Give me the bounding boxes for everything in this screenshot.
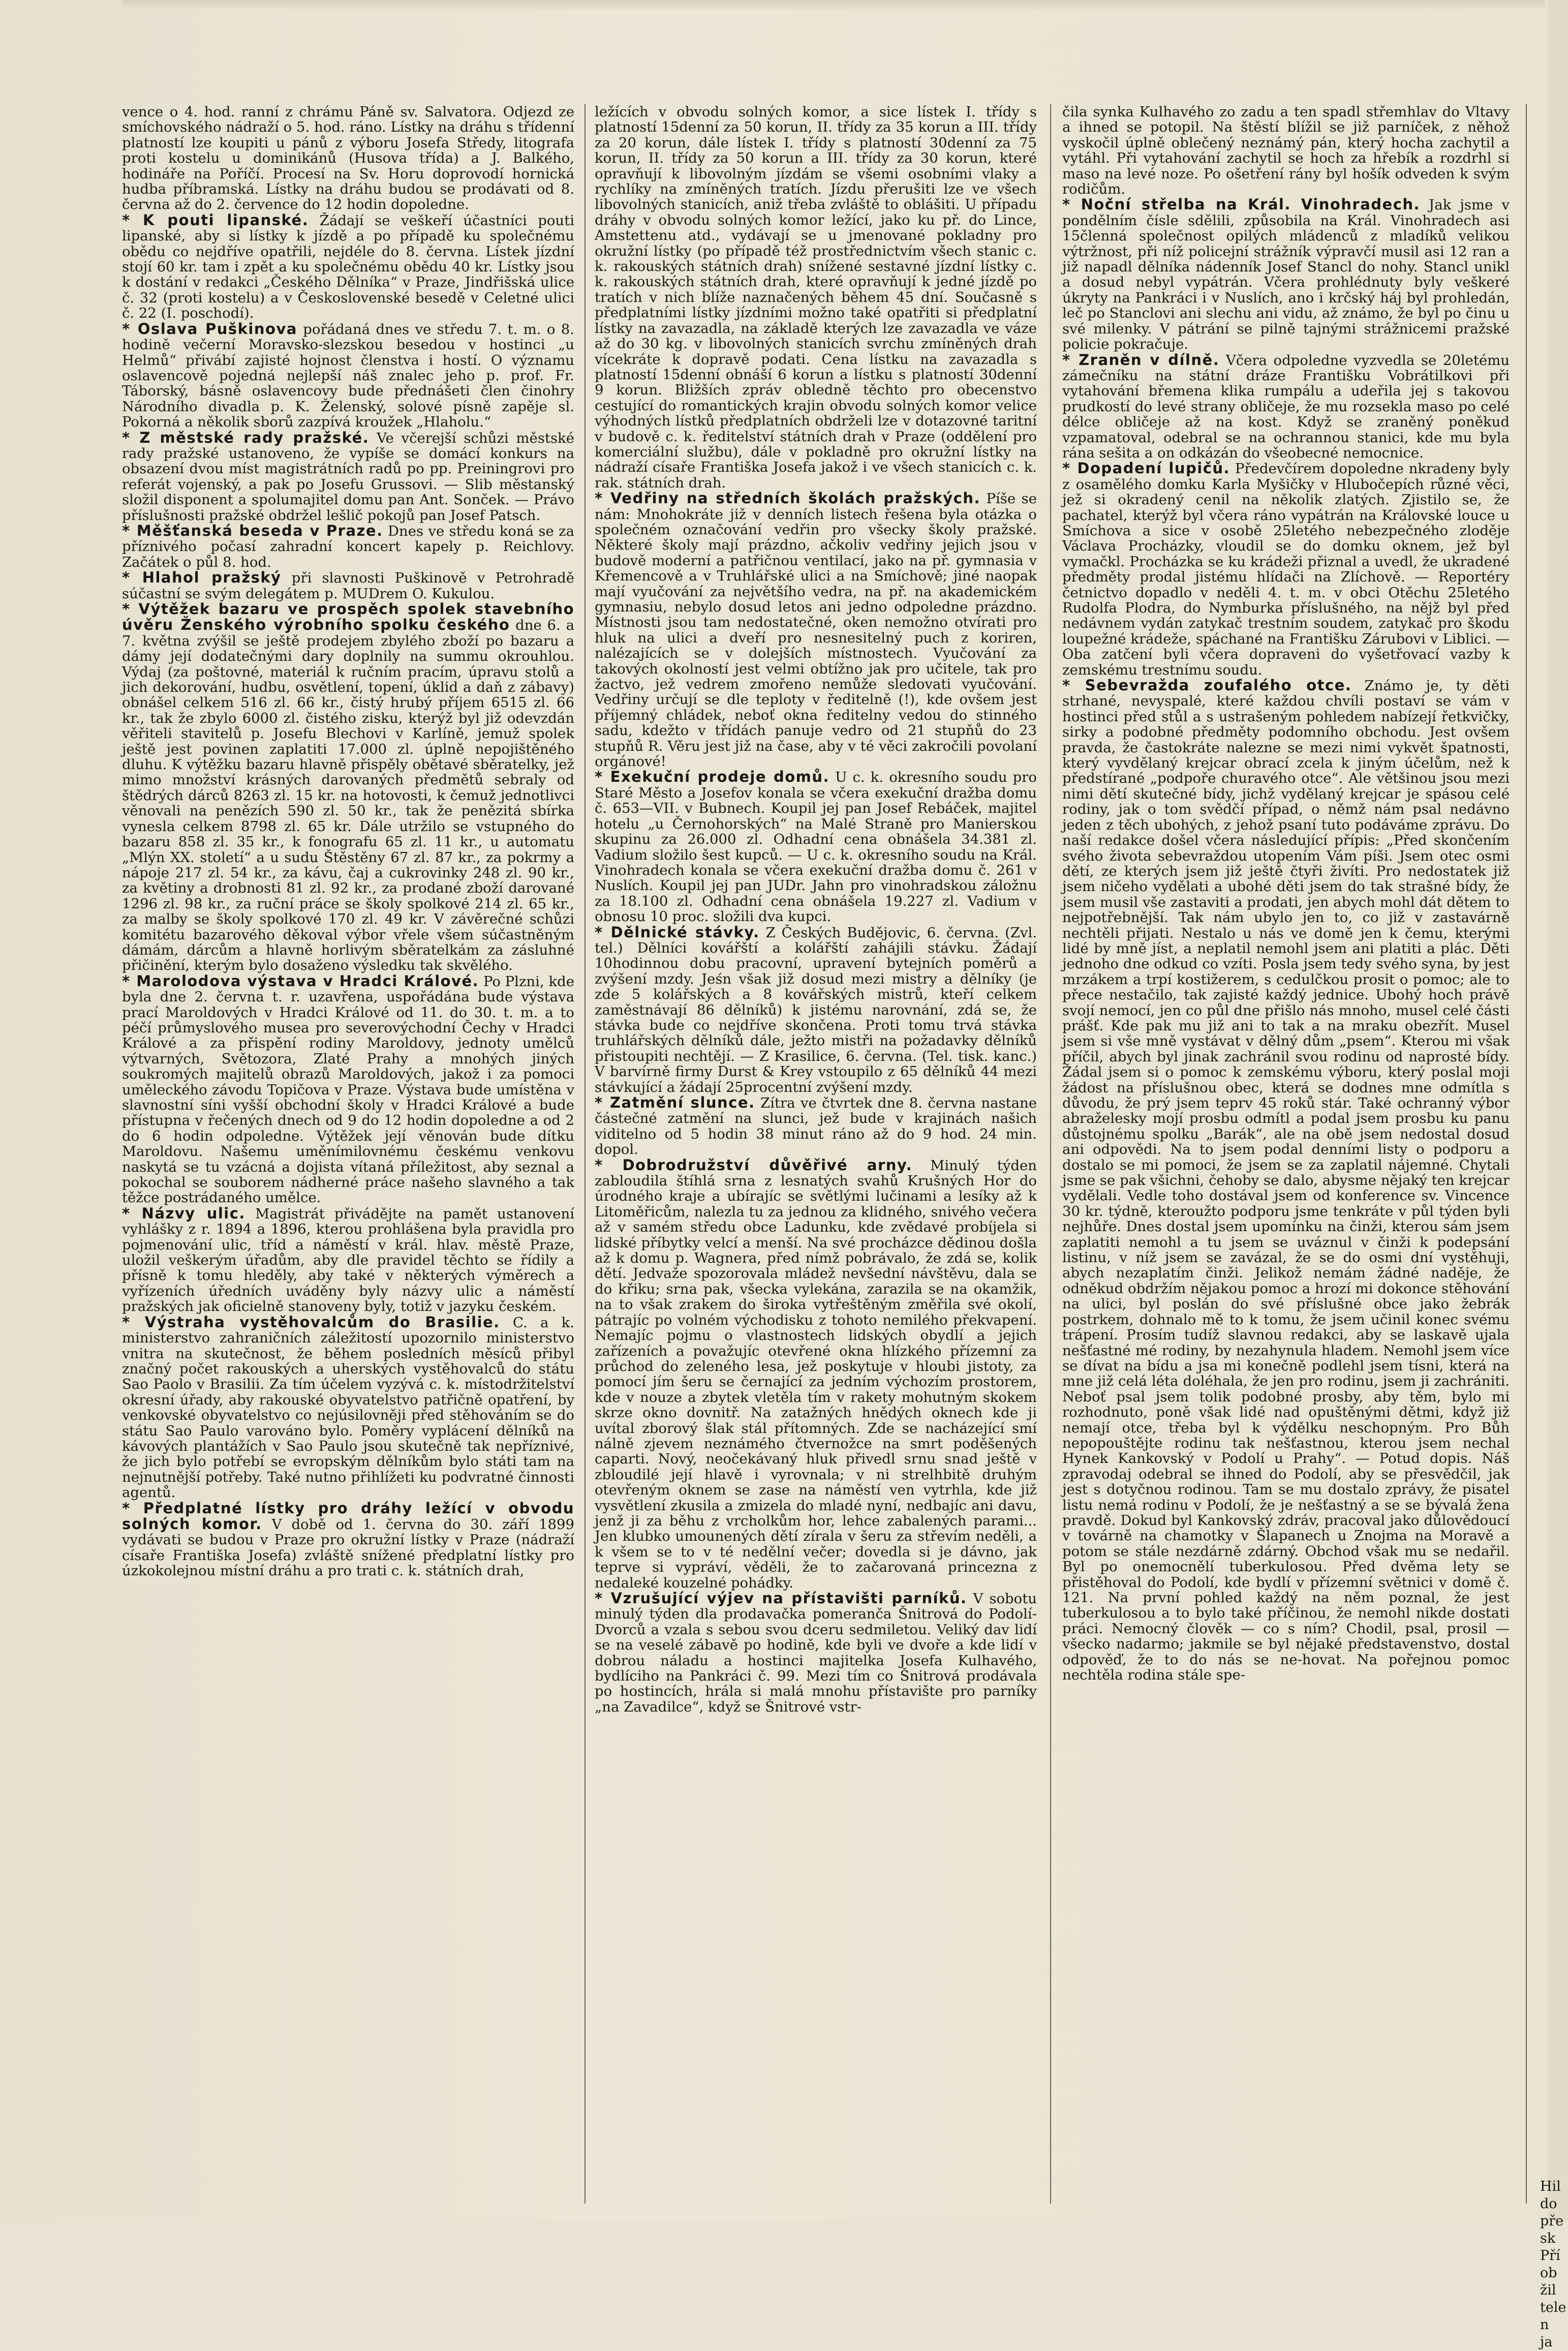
clipped-line: [1540, 450, 1568, 467]
article-body: Píše se nám: Mnohokráte již v denních listech řešena byla otázka o společném označování vedřin pro všecky školy pražské. Některé školy mají prázdno, ačkoliv vedřiny jejich jsou v budově moderní a patřičnou ventilací, jako na př. gymnasia v Křemencově a v Truhlářské ulici a na Smíchově; jiné naopak mají vyučování za největšího vedra, na př. na akademickém gymnasiu, nebylo dosud letos ani jedno odpoledne prázdno. Místnosti jsou tam nedostatečné, oken nemožno otvírati pro hluk na ulici a dveří pro nesnesitelný puch z koriren, nalézajících se v dolejších místnostech. Vyučování za takových okolností jest velmi obtížno jak pro učitele, tak pro žactvo, jež vedrem zmořeno nemůže sledovati vyučování. Vedřiny určují se dle teploty v ředitelně (!), kde ovšem jest příjemný chládek, neboť okna ředitelny vedou do stinného sadu, kdežto v třídách panuje vedro od 21 stupňů do 23 stupňů R. Věru jest již na čase, aby v té věci zakročili povolaní orgánové!: [595, 491, 1037, 770]
clipped-line: ob: [1540, 2265, 1557, 2281]
clipped-line: [1540, 1642, 1568, 1660]
news-article: [122, 570, 574, 601]
news-article: [1062, 197, 1510, 352]
clipped-line: [1540, 1815, 1568, 1833]
clipped-line: žil: [1540, 2282, 1556, 2298]
article-body: Dnes ve středu koná se za příznivého počasí zahradní koncert kapely p. Reichlovy. Začátek o půl 8. hod.: [122, 523, 574, 570]
clipped-line: [1540, 1660, 1568, 1677]
clipped-line: pře: [1540, 2213, 1564, 2229]
clipped-line: [1540, 277, 1568, 294]
clipped-line: [1540, 2074, 1568, 2092]
clipped-line: [1540, 1971, 1568, 1988]
article-heading: * Měšťanská beseda v Praze.: [122, 522, 383, 539]
clipped-line: [1540, 1988, 1568, 2005]
clipped-line: [1540, 968, 1568, 986]
column-rule: [1050, 104, 1051, 2204]
clipped-line: [1540, 1625, 1568, 1642]
article-heading: * Marolodova výstava v Hradci Králové.: [122, 972, 479, 990]
article-body: Magistrát přivádějte na pamět ustanovení vyhlášky z r. 1894 a 1896, kterou prohlášena byla pravidla pro pojmenování ulic, tříd a náměstí v král. hlav. městě Praze, uložil veškerým úřadům, aby dle pravidel těchto se řídily a přísně k tomu hleděly, aby také v některých výměrech a vyřízeních úředních uváděny byly názvy ulic a náměstí pražských jak oficielně stanoveny byly, totiž v jazyku českém.: [122, 1205, 574, 1315]
clipped-line: [1540, 1383, 1568, 1400]
text-column-2: [595, 104, 1037, 2204]
article-continuation: [595, 104, 1037, 491]
column-rule: [585, 104, 586, 2204]
news-article: [595, 1591, 1037, 1715]
clipped-line: [1540, 1279, 1568, 1297]
clipped-line: [1540, 2057, 1568, 2074]
clipped-line: [1540, 1331, 1568, 1349]
clipped-line: do: [1540, 2196, 1557, 2212]
article-body: čila synka Kulhavého zo zadu a ten spadl střemhlav do Vltavy a ihned se potopil. Na štěstí blížil se již parníček, z něhož vyskočil úplně oblečený neznámý pán, který hocha zachytil a vytáhl. Při vytahování zachytil se hoch za hřebík a rozdrhl si maso na levé noze. Po ošetření rány byl hošík odveden k svým rodičům.: [1062, 104, 1510, 198]
clipped-line: [1540, 363, 1568, 381]
clipped-line: sk: [1540, 2231, 1556, 2246]
article-heading: * Z městské rady pražské.: [122, 429, 370, 446]
clipped-line: [1540, 917, 1568, 934]
clipped-line: [1540, 1193, 1568, 1210]
clipped-line: [1540, 1158, 1568, 1176]
clipped-line: [1540, 2161, 1568, 2178]
news-article: [122, 1206, 574, 1315]
clipped-line: [1540, 1712, 1568, 1729]
news-article: [122, 212, 574, 321]
clipped-line: [1540, 156, 1568, 173]
article-heading: * Vedřiny na středních školách pražských.: [595, 490, 981, 507]
clipped-line: [1540, 623, 1568, 640]
clipped-line: [1540, 2023, 1568, 2040]
clipped-line: [1540, 484, 1568, 502]
news-article: [595, 491, 1037, 769]
clipped-line: [1540, 675, 1568, 692]
clipped-line: [1540, 2040, 1568, 2057]
news-article: [1062, 461, 1510, 678]
clipped-line: [1540, 433, 1568, 450]
article-body: Známo je, ty děti strhané, nevyspalé, které každou chvíli postaví se vám v hostinci před stůl a s ustrašeným pohledem nabízejí řetkvičky, sirky a podobné předměty podomního obchodu. Jest ovšem pravda, že častokráte nalezne se mezi nimi vykvět špatnosti, který vyvdělaný krejcar obrací zcela k jiným účelům, než k předstírané „podpoře churavého otce“. Ale většinou jsou mezi nimi dětí skutečné bídy, jichž vydělaný krejcar je spásou celé rodiny, jak o tom svědčí případ, o němž nám psal nedávno jeden z těch ubohých, z jehož psaní tuto podáváme zprávu. Do naší redakce došel včera následující přípis: „Před skončením svého života sebevraždou utopením Vám píši. Jsem otec osmi dětí, ze kterých jsem již ještě čtyři živíti. Pro nedostatek již jsem ničeho vydělati a ubohé děti jsem do tak strašné bídy, že jsem musil vše zastaviti a prodati, jen abych mohl dát dětem to nejpotřebnější. Tak nám ubylo jen to, co již v zastavárně nechtěli přijati. Nestalo u nás ve domě jen k čemu, kterými lidé by mně jíst, a neplatil nemohl jsem ani platiti a plác. Děti jednoho dne odkud co vzíti. Posla jsem tedy svého syna, by jest mrzákem a trpí kostižerem, s cedulčkou prosit o pomoc; ale to přece nestačilo, tak zajisté každý jednice. Ubohý hoch právě svojí nemocí, jen co půl dne přišlo nás mnoho, musel celé části prášť. Kde pak mu již ani to tak a na mraku obezřít. Musel jsem si vše mně vystávat v dělný dům „psem“. Kterou mi však příčil, abych byl jinak zachránil svou rodinu od naprosté bídy. Žádal jsem si o pomoc k zemskému výboru, který poslal moji žádost na příslušnou obec, která se dodnes mne odmítla s důvodu, že prý jsem teprv 45 roků stár. Také ochranný výbor abraželesky mojí prosbu odmítl a podal jsem prosbu ku panu důstojnému spolku „Barák“, ale na obě jsem nedostal dosud ani odpovědi. Na to jsem podal denními listy o podporu a dostalo se mi pomoci, že jsem se za zaplatil nájemné. Chytali jsme se pak všichni, čehoby se dalo, abysme nějaký ten krejcar vydělali. Vedle toho dostával jsem od konference sv. Vincence 30 kr. týdně, kteroužto podporu jsme tenkráte v půl týden byli nejhůře. Dnes dostal jsem upomínku na činži, kterou sám jsem zaplatiti nemohl a tu jsem se uváznul v činži k podepsání listinu, v níž jsem se zavázal, že se do osmi dní vystěhuji, abych nezaplatím činži. Jelikož nemám žádné naděje, že odněkud obdržím nějakou pomoc a hrozí mi dokonce stěhování na ulici, byl poslán do své příslušné obce jako žebrák postrkem, dohnalo mě to k tomu, že jsem učinil konec svému trápení. Prosím tudíž slavnou redakci, aby se laskavě ujala nešťastné mé rodiny, by nezahynula hladem. Nemohl jsem více se dívat na bídu a jsa mi konečně podlehl jsem tísni, která na mne již celá léta doléhala, že jen pro rodinu, jsem ji zachrániti. Neboť psal jsem tolik podobné prosby, aby těm, bylo mi rozhodnuto, poně však lidé nad opuštěnými dětmi, když již nemají otce, třeba byl k výdělku neschopným. Pro Bůh nepopouštějte rodinu tak nešťastnou, kterou jsem nechal Hynek Kankovský v Podolí u Prahy“. — Potud dopis. Náš zpravodaj odebral se ihned do Podolí, aby se přesvědčil, jak jest s dotyčnou rodinou. Tam se mu dostalo zprávy, že pisatel listu nemá rodinu v Podolí, že je nešťastný a se se bývalá žena pravdě. Dokud byl Kankovský zdráv, pracoval jako důlovědoucí v továrně na chamotky v Šlapanech u Znojma na Moravě a potom se stále nezdárně zdárný. Obchod však mu se nedařil. Byl po onemocnělí tuberkulosou. Před dvěma lety se přistěhoval do Podolí, kde bydlí v přízemní světnici v domě č. 121. Na první pohled každý na něm poznal, že jest tuberkulosou a to bylo také příčinou, že nemohl nikde dostati práci. Nemocný člověk — co s ním? Chodil, psal, prosil — všecko nadarmo; jakmile se byl nějaké představenstvo, dostal odpověď, že to do nás se ne-hovat. Na pořejnou pomoc nechtěla rodina stále spe-: [1062, 678, 1510, 1684]
clipped-line: [1540, 1037, 1568, 1055]
article-body: C. a k. ministerstvo zahraničních záležitostí upozornilo ministerstvo vnitra na skutečnost, že během posledních měsíců přibyl značný počet rakouských a uherských vystěhovalců do státu Sao Paolo v Brasilii. Za tím účelem vyzývá c. k. místodržitelství okresní úřady, aby rakouské obyvatelstvo patřičně opatření, by venkovské obyvatelstvo co nejúsilovněji před stěhováním se do státu Sao Paulo varováno bylo. Poměry vyplácení dělníků na kávových plantážích v Sao Paulo jsou skutečně tak nepříznivé, že jich bylo potřebí se evropským dělníkům bylo státi tam na nejnutnější potřeby. Také nutno přihlížeti ku podvratné činnosti agentů.: [122, 1314, 575, 1501]
clipped-line: [1540, 1919, 1568, 1936]
clipped-line: [1540, 1141, 1568, 1158]
article-heading: * K pouti lipanské.: [122, 211, 309, 229]
clipped-line: [1540, 346, 1568, 363]
clipped-line: [1540, 312, 1568, 329]
clipped-line: [1540, 2092, 1568, 2109]
news-article: [122, 601, 574, 973]
clipped-line: [1540, 1089, 1568, 1107]
clipped-line: [1540, 467, 1568, 484]
news-article: [1062, 678, 1510, 1683]
clipped-line: [1540, 1781, 1568, 1798]
clipped-line: [1540, 934, 1568, 951]
article-heading: * Sebevražda zoufalého otce.: [1062, 677, 1352, 694]
clipped-line: [1540, 1366, 1568, 1383]
article-body: Ve včerejší schůzi městské rady pražské ustanoveno, že vypíše se domácí konkurs na obsazení dvou míst magistrátních radů po pp. Preiningrovi pro referát vojenský, a pak po Josefu Grussovi. — Slib městanský složil disponent a spolumajitel domu pan Ant. Sonček. — Právo příslušnosti pražské obdržel lešlič pokojů pan Josef Patsch.: [122, 430, 574, 524]
article-body: V době od 1. června do 30. září 1899 vydávati se budou v Praze pro okružní lístky v Praze (nádraží císaře Františka Josefa) zvláště snížené předplatní lístky pro úzkokolejnou místní dráhu a pro trati c. k. státních drah,: [122, 1516, 574, 1579]
article-heading: * Exekuční prodeje domů.: [595, 768, 830, 786]
news-article: [122, 1501, 574, 1579]
news-article: [122, 321, 574, 430]
clipped-line: [1540, 554, 1568, 571]
article-heading: * Dělnické stávky.: [595, 923, 760, 941]
clipped-line: [1540, 1349, 1568, 1366]
clipped-line: [1540, 1245, 1568, 1262]
clipped-line: tele: [1540, 2300, 1566, 2315]
clipped-line: [1540, 381, 1568, 398]
article-heading: * Výstraha vystěhovalcům do Brasilie.: [122, 1313, 500, 1331]
clipped-line: [1540, 1884, 1568, 1902]
article-heading: * Dopadení lupičů.: [1062, 460, 1231, 477]
clipped-line: [1540, 1228, 1568, 1245]
clipped-line: [1540, 571, 1568, 588]
article-heading: * Hlahol pražský: [122, 569, 282, 587]
article-heading: * Oslava Puškinova: [122, 320, 297, 338]
clipped-line: [1540, 1850, 1568, 1867]
clipped-line: [1540, 657, 1568, 675]
clipped-line: [1540, 882, 1568, 899]
news-article: [595, 925, 1037, 1095]
article-body: Zítra ve čtvrtek dne 8. června nastane částečné zatmění na slunci, jež bude v krajinách našich viditelno od 5 hodin 38 minut ráno až do 9 hod. 24 min. dopol.: [595, 1095, 1037, 1158]
clipped-line: [1540, 865, 1568, 882]
clipped-line: [1540, 1902, 1568, 1919]
text-column-3: [1062, 104, 1510, 2204]
clipped-line: [1540, 1608, 1568, 1625]
clipped-line: [1540, 208, 1568, 225]
article-heading: * Dobrodružství důvěřivé arny.: [595, 1156, 913, 1174]
clipped-line: [1540, 847, 1568, 865]
clipped-line: [1540, 1470, 1568, 1487]
clipped-line: [1540, 778, 1568, 796]
clipped-line: [1540, 1867, 1568, 1884]
news-article: [122, 430, 574, 523]
clipped-line: [1540, 1210, 1568, 1228]
clipped-line: [1540, 415, 1568, 433]
clipped-line: [1540, 1487, 1568, 1504]
clipped-line: [1540, 1763, 1568, 1781]
article-heading: * Zatmění slunce.: [595, 1094, 755, 1111]
clipped-line: [1540, 986, 1568, 1003]
clipped-line: [1540, 1020, 1568, 1037]
clipped-line: [1540, 830, 1568, 847]
clipped-line: [1540, 1418, 1568, 1435]
news-article: [1062, 352, 1510, 461]
clipped-line: [1540, 1694, 1568, 1712]
clipped-line: [1540, 1055, 1568, 1072]
article-heading: * Předplatné lístky pro dráhy ležící v obvodu solných komor.: [122, 1499, 574, 1533]
news-article: [122, 973, 574, 1206]
clipped-line: [1540, 2126, 1568, 2144]
clipped-line: Hil: [1540, 2179, 1561, 2194]
article-body: vence o 4. hod. ranní z chrámu Páně sv. Salvatora. Odjezd ze smíchovského nádraží o 5. hod. ráno. Lístky na dráhu s třídenní platností lze koupiti u pánů z výboru Josefa Středy, litografa proti kostelu u dominikánů (Husova třída) a J. Balkého, hodináře na Poříčí. Procesí na Sv. Horu doprovodí hornická hudba příbramská. Lístky na dráhu budou se prodávati od 8. června až do 2. července do 12 hodin dopoledne.: [122, 104, 574, 213]
clipped-line: [1540, 502, 1568, 519]
article-heading: * Noční střelba na Král. Vinohradech.: [1062, 196, 1421, 213]
article-heading: * Názvy ulic.: [122, 1204, 245, 1222]
clipped-line: [1540, 1539, 1568, 1556]
clipped-line: [1540, 398, 1568, 415]
clipped-line: [1540, 104, 1568, 121]
clipped-line: [1540, 899, 1568, 917]
clipped-line: [1540, 294, 1568, 312]
clipped-line: [1540, 191, 1568, 208]
article-heading: * Zraněn v dílně.: [1062, 351, 1220, 369]
article-body: ležících v obvodu solných komor, a sice lístek I. třídy s platností 15denní za 50 korun, II. třídy za 35 korun a III. třídy za 20 korun, dále lístek I. třídy s platností 30denní za 75 korun, II. třídy za 50 korun a III. třídy za 30 korun, které opravňují k libovolným jízdám se všemi osobními vlaky a rychlíky na zmíněných tratích. Jízdu přerušiti lze ve všech libovolných stanicích, aniž třeba zvláště to oblášiti. U případu dráhy v obvodu solných komor ležící, jako ku př. do Lince, Amstettenu atd., vydávají se u jmenované pokladny pro okružní lístky (po případě též prostřednictvím všech stanic c. k. rakouských státních drah) snížené sestavné jízdní lístky c. k. rakouských státních drah, které opravňují k jedné jízdě po tratích v nich blíže naznačených během 45 dní. Současně s předplatními lístky jízdními možno také opatřiti si předplatní lístky na zavazadla, na základě kterých lze zavazadla ve váze až do 30 kg. v libovolných stanicích svrchu zmíněných drah vícekráte k dopravě podati. Cena lístku na zavazadla s platností 15denní obnáší 6 korun a lístku s platností 30denní 9 korun. Bližších zpráv obledně těchto pro obecenstvo cestující do romantických krajin obvodu solných komor velice výhodných lístků předplatních obdrželi lze v dotazovné taritní v budově c. k. ředitelství státních drah v Praze (oddělení pro komerciální službu), dále v pokladně pro okružní lístky na nádraží císaře Františka Josefa jakož i ve všech stanicích c. k. rak. státních drah.: [595, 104, 1037, 491]
clipped-line: [1540, 796, 1568, 813]
clipped-line: [1540, 536, 1568, 554]
clipped-line: [1540, 692, 1568, 709]
clipped-line: [1540, 225, 1568, 242]
clipped-line: [1540, 1435, 1568, 1452]
clipped-line: ja: [1540, 2334, 1553, 2350]
clipped-line: [1540, 709, 1568, 726]
clipped-line: [1540, 1677, 1568, 1694]
article-body: U c. k. okresního soudu pro Staré Město a Josefov konala se včera exekuční dražba domu č. 653—VII. v Bubnech. Koupil jej pan Josef Rebáček, majitel hotelu „u Černohorských“ na Malé Straně pro Manierskou skupinu za 26.000 zl. Odhadní cena obnášela 34.381 zl. Vadium složilo šest kupců. — U c. k. okresního soudu na Král. Vinohradech konala se včera exekuční dražba domu č. 261 v Nuslích. Koupil jej pan JUDr. Jahn pro vinohradskou záložnu za 18.100 zl. Odhadní cena obnášela 19.227 zl. Vadium v obnosu 10 proc. složili dva kupci.: [595, 769, 1037, 925]
article-heading: * Vzrušující výjev na přístavišti parníků.: [595, 1590, 967, 1607]
article-body: Po Plzni, kde byla dne 2. června t. r. uzavřena, uspořádána bude výstava prací Maroldových v Hradci Králové od 11. do 30. t. m. a to péčí průmyslového musea pro severovýchodní Čechy v Hradci Králové a za přispění rodiny Maroldovy, jednoty umělců výtvarných, Světozora, Zlaté Prahy a mnohých jiných soukromých majitelů obrazů Maroldových, jakož i za pomoci uměleckého závodu Topičova v Praze. Výstava bude umístěna v slavnostní síni vyšší obchodní školy v Hradci Králové a bude přístupna v řečených dnech od 9 do 12 hodin dopoledne a od 2 do 6 hodin odpoledne. Výtěžek její věnován bude dítku Maroldovu. Našemu uměnímilovnému českému venkovu naskytá se tu vzácná a dojista vítaná příležitost, aby seznal a pokochal se souborem nádherné práce našeho slavného a tak těžce postrádaného umělce.: [122, 973, 574, 1206]
clipped-line: [1540, 1072, 1568, 1089]
clipped-line: n: [1540, 2317, 1549, 2333]
clipped-line: [1540, 2005, 1568, 2023]
clipped-line: [1540, 1262, 1568, 1279]
clipped-line: [1540, 1729, 1568, 1746]
clipped-line: [1540, 605, 1568, 623]
clipped-line: [1540, 2109, 1568, 2126]
clipped-line: [1540, 121, 1568, 139]
clipped-line: [1540, 519, 1568, 536]
news-article: [122, 523, 574, 570]
clipped-line: [1540, 242, 1568, 260]
clipped-line: [1540, 1573, 1568, 1591]
clipped-line: [1540, 588, 1568, 605]
column-rule: [1526, 104, 1527, 2204]
clipped-line: [1540, 1107, 1568, 1124]
clipped-line: [1540, 1124, 1568, 1141]
clipped-line: [1540, 1400, 1568, 1418]
article-continuation: [122, 104, 574, 212]
clipped-line: [1540, 640, 1568, 657]
article-body: Žádají se veškeří účastníci pouti lipanské, aby si lístky k jízdě a po případě ku společnému obědu co nejdříve opatřili, nejdéle do 8. června. Lístek jízdní stojí 60 kr. tam i zpět a ku společnému obědu 40 kr. Lístky jsou k dostání v redakci „Českého Dělníka“ v Praze, Jindřišská ulice č. 32 (proti kostelu) a v Československé besedě v Celetné ulici č. 22 (I. poschodí).: [122, 212, 574, 322]
news-article: [595, 1095, 1037, 1157]
clipped-line: [1540, 1314, 1568, 1331]
clipped-line: [1540, 1591, 1568, 1608]
clipped-line: [1540, 329, 1568, 346]
clipped-line: [1540, 2144, 1568, 2161]
clipped-line: [1540, 1556, 1568, 1573]
news-article: [122, 1315, 574, 1501]
clipped-line: [1540, 1936, 1568, 1953]
article-body: Minulý týden zabloudila štíhlá srna z lesnatých svahů Krušných Hor do úrodného kraje a ubírajíc se světlými lučinami a lesíky až k Litoměřicům, nalezla tu za jednou za klidného, snivého večera až v samém středu obce Ladunku, kde zvědavé probíjela si lidské příbytky velcí a menší. Na své procházce dědinou došla až k domu p. Wagnera, před nímž pobrávalo, že zdá se, kolik dětí. Jedvaže spozorovala mládež nevšední návštěvu, dala se do křiku; srna pak, všecka vylekána, zarazila se na okamžik, na to však zrakem do široka vytřeštěným změřila své okolí, pátrajíc po volném východisku z tohoto nemilého překvapení. Nemajíc pojmu o vlastnostech lidských obydlí a jejich zařízeních a považujíc otevřené okna hlízkého přízemní za průchod do zeleného lesa, jež poskytuje v hloubi jistoty, za pomocí jím šeru se černající za jedním výchozím prostorem, kde v nouze a zbytek vletěla tím v rakety mohutným skokem skrze okno dovnitř. Na zatažných hnědých oknech kde ji uvítal zborový šlak stál přítomných. Zde se nacházející smí nálně zjevem neznámého čtvernožce na smrt poděšených caparti. Nový, neočekávaný hluk přivedl srnu snad ještě v zbloudilé její hlavě i vyrovnala; v ni strelhbitě druhým otevřeným oknem se zase na náměstí ven vytrhla, kde již vysvětlení zkusila a zmizela do mladé nyní, nedbajíc ani davu, jenž ji za běhu z vrcholkům hor, lehce zabalených parami... Jen klubko umounených dětí zírala v šeru za střevím neděli, a k všem se to v té nedělní večer; dovedla si je dávno, jak teprve si vypráví, věděli, že to začarovaná princezna z nedaleké kouzelné pohádky.: [595, 1157, 1037, 1591]
clipped-line: [1540, 1176, 1568, 1193]
article-body: Předevčírem dopoledne nkradeny byly z osamělého domku Karla Myšičky v Hlubočepích různé věci, jež si okradený cenil na několik zlatých. Zjistilo se, že pachatel, kterýž byl včera ráno vypátrán na Královské louce u Smíchova a sice v osobě 25letého nebezpečného zloděje Václava Procházky, vloudil se do domku oknem, jež byl vymačkl. Procházka se ku krádeži přiznal a uvedl, že ukradené předměty prodal jistému hlídači na Zlíchově. — Reportéry četnictvo dopadlo v neděli 4. t. m. v obci Otěchu 25letého Rudolfa Plodra, do Nymburka příslušného, na nějž byl před nedávnem vydán zatykač trestním soudem, zatykač pro škodu loupežné krádeže, spáchané na Františku Zárubovi v Liblici. — Oba zatčení byli včera dopraveni do vyšetřovací vazby k zemskému trestnímu soudu.: [1062, 461, 1510, 678]
article-body: pořádaná dnes ve středu 7. t. m. o 8. hodině večerní Moravsko-slezskou besedou v hostinci „u Helmů“ přivábí zajisté hojnost členstva i hostí. O významu oslavencově pojedná nejlepší náš znalec jeho p. prof. Fr. Táborský, básně oslavencovy bude přednášeti člen činohry Národního divadla p. K. Želenský, solové písně zapěje sl. Pokorná a několik sborů zazpívá kroužek „Hlaholu.“: [122, 321, 574, 431]
clipped-line: [1540, 1003, 1568, 1020]
clipped-column-fragment: [1540, 104, 1568, 2350]
clipped-line: [1540, 1504, 1568, 1521]
clipped-line: [1540, 1521, 1568, 1539]
article-body: Jak jsme v pondělním čísle sdělili, způsobila na Král. Vinohradech asi 15členná společnost opilých mládenců z mladíků velikou výtržnost, při níž policejní strážník výpravčí musil asi 12 ran a již napadl dělníka nádenník Josef Stancl do nohy. Stancl unikl a dosud nebyl vypátrán. Včera prohlédnuty byly veškeré úkryty na Pankráci i v Nuslích, ano i krčský háj byl prohledán, leč po Stanclovi ani slechu ani vidu, až známo, že byl po činu u své milenky. V pátrání se pilně tajnými strážnicemi pražské policie pokračuje.: [1062, 197, 1510, 353]
article-body: dne 6. a 7. května zvýšil se ještě prodejem zbylého zboží po bazaru a dámy její dodatečnými dary doplnily na summu okrouhlou. Výdaj (za poštovné, materiál k ručním pracím, úpravu stolů a jich dekorování, hudbu, osvětlení, topení, úklid a daň z zábavy) obnášel celkem 516 zl. 66 kr., čistý hrubý příjem 6515 zl. 66 kr., tak že zbylo 6000 zl. čistého zisku, kterýž byl již odevzdán věřiteli stavitelů p. Josefu Blechovi v Karlíně, jemuž spolek ještě jest povinen zaplatiti 17.000 zl. úplně nepojištěného dluhu. K výtěžku bazaru hlavně přispěly obětavé sběratelky, jež mimo množství krásných darovaných předmětů sebraly od štědrých dárců 8263 zl. 15 kr. na hotovosti, k čemuž jednotlivci věnovali na penězích 590 zl. 50 kr., tak že penězitá sbírka vynesla celkem 8798 zl. 65 kr. Dále utržilo se vstupného do bazaru 858 zl. 35 kr., k fonografu 65 zl. 11 kr., u automatu „Mlýn XX. století“ a u sudu Štěstěny 67 zl. 87 kr., za pokrmy a nápoje 217 zl. 54 kr., za kávu, čaj a cukrovinky 248 zl. 90 kr., za květiny a drobnosti 81 zl. 92 kr., za prodané zboží darované 1296 zl. 98 kr., za ruční práce se školy spolkové 214 zl. 65 kr., za malby se školy spolkové 170 zl. 49 kr. V závěrečné schůzi komitétu bazarového děkoval výbor vřele všem súčastněným dámám, dárcům a hlavně horlivým sběratelkám za zásluhné přičinění, kterým bylo dosaženo výsledku tak skvělého.: [122, 617, 574, 974]
clipped-line: [1540, 951, 1568, 968]
article-body: V sobotu minulý týden dla prodavačka pomeranča Šnitrová do Podolí-Dvorců a vzala s sebou svou dceru sedmiletou. Veliký dav lidí se na veselé zábavě po hodině, kde byli ve dvoře a kde lidí v dobrou náladu a hostinci majitelka Josefa Kulhavého, bydlíciho na Pankráci č. 99. Mezi tím co Šnitrová prodávala po hostincích, hrála si malá mnohu přístavište pro parníky „na Zavadilce“, když se Šnitrové vstr-: [595, 1591, 1037, 1715]
clipped-line: [1540, 744, 1568, 761]
news-article: [595, 769, 1037, 924]
article-body: při slavnosti Puškinově v Petrohradě súčastní se svým delegátem p. MUDrem O. Kukulou.: [122, 570, 575, 602]
news-article: [595, 1157, 1037, 1591]
clipped-line: [1540, 1953, 1568, 1971]
clipped-line: Pří: [1540, 2248, 1560, 2264]
clipped-line: [1540, 173, 1568, 191]
clipped-line: [1540, 260, 1568, 277]
article-body: Včera odpoledne vyzvedla se 20letému zámečníku na státní dráze Františku Vobrátilkovi při vytahování břemena klika rumpálu a udeřila jej s takovou prudkostí do levé strany obličeje, že mu rozsekla maso po celé délce obličeje až na kost. Když se zraněný poněkud vzpamatoval, odebral se na ochrannou stanici, kde mu byla rána sešita a on odkázán do všeobecné nemocnice.: [1062, 352, 1510, 461]
clipped-line: [1540, 139, 1568, 156]
article-continuation: [1062, 104, 1510, 197]
page-top-edge: [122, 0, 1545, 10]
article-heading: * Výtěžek bazaru ve prospěch spolek stavebního úvěru Ženského výrobního spolku českého: [122, 600, 574, 634]
clipped-line: [1540, 726, 1568, 744]
clipped-line: [1540, 1798, 1568, 1815]
clipped-line: [1540, 761, 1568, 778]
clipped-line: [1540, 1452, 1568, 1470]
clipped-line: [1540, 1746, 1568, 1763]
article-body: Z Českých Budějovic, 6. června. (Zvl. tel.) Dělníci kovářští a kolářští zahájili stávku. Žádají 10hodinnou dobu pracovní, upravení bytejních poměrů a zvýšení mzdy. Jeśn však již dosud mezi mistry a dělníky (je zde 5 kolářských a 8 kovářských mistrů, kteří celkem zaměstnávají 86 dělníků) k jistému narovnání, zdá se, že stávka bude co nejdříve skončena. Proti tomu trvá stávka truhlářských dělníků dále, ježto mistři na požadavky dělníků přistoupiti nechtějí. — Z Krasilice, 6. června. (Tel. tisk. kanc.) V barvírně firmy Durst & Krey vstoupilo z 65 dělníků 44 mezi stávkující a žádají 25procentní zvýšení mzdy.: [595, 924, 1037, 1095]
clipped-line: [1540, 813, 1568, 830]
text-column-1: [122, 104, 574, 2204]
clipped-line: [1540, 1833, 1568, 1850]
clipped-line: [1540, 1297, 1568, 1314]
